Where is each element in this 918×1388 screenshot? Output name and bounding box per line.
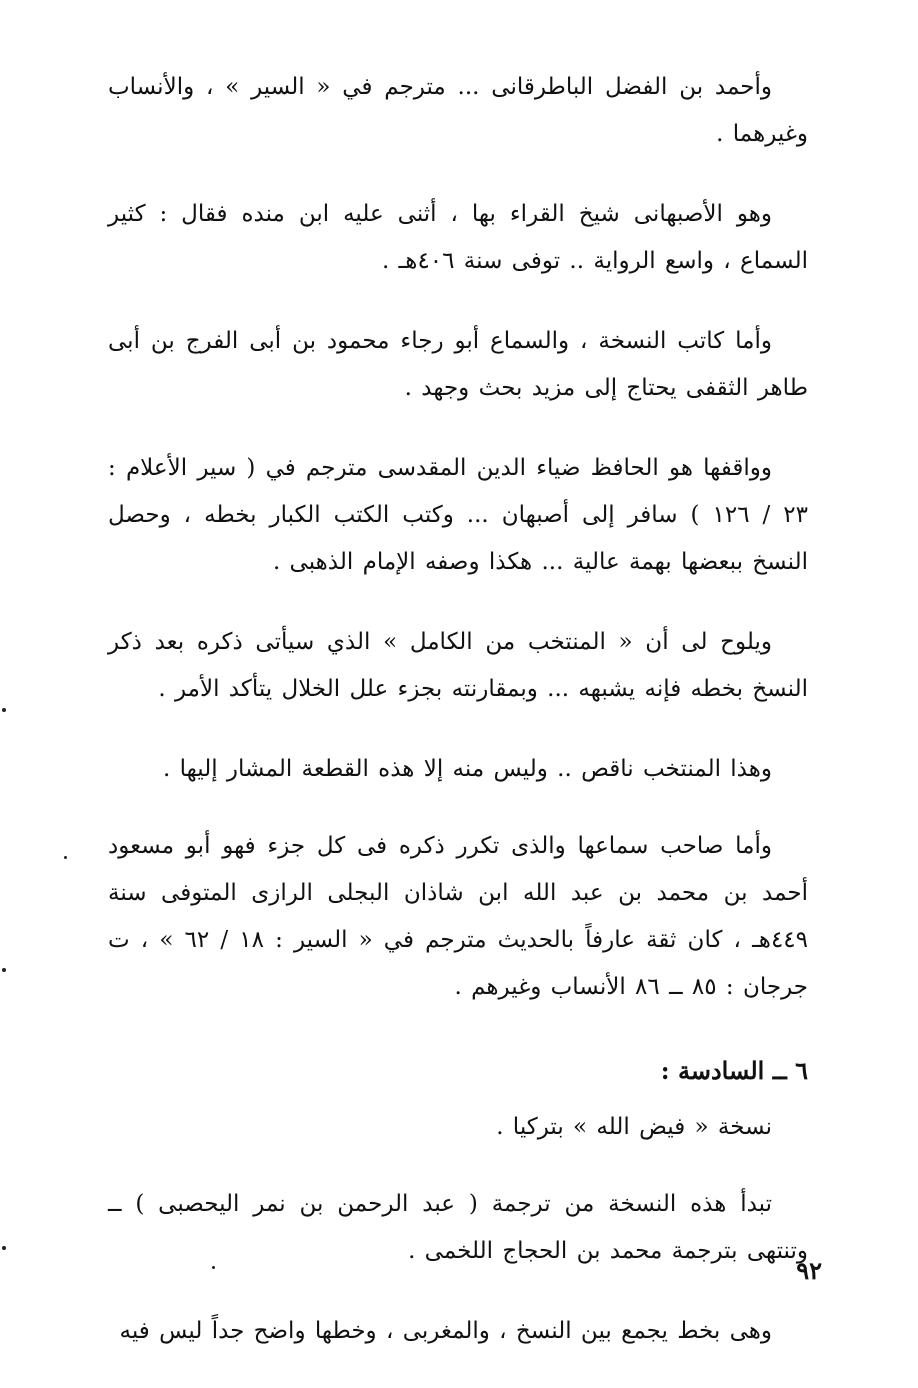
- paragraph-manuscript-location: نسخة « فيض الله » بتركيا .: [496, 1114, 772, 1140]
- paragraph-scribe: وأما كاتب النسخة ، والسماع أبو رجاء محمود بن أبى الفرج بن أبى طاهر الثقفى يحتاج إلى مزيد بحث وجهد .: [108, 328, 808, 401]
- page-number: ٩٢: [796, 1256, 822, 1285]
- section-heading: ٦ ــ السادسة :: [660, 1056, 808, 1085]
- paragraph-batarqani: وأحمد بن الفضل الباطرقانى ... مترجم في « السير » ، والأنساب وغيرهما .: [108, 74, 808, 147]
- paragraph-manuscript-range: تبدأ هذه النسخة من ترجمة ( عبد الرحمن بن نمر اليحصبى ) ــ وتنتهى بترجمة محمد بن الحجاج اللخمى .: [108, 1191, 808, 1264]
- scan-speck: [64, 856, 67, 859]
- paragraph-manuscript-script: وهى بخط يجمع بين النسخ ، والمغربى ، وخطها واضح جداً ليس فيه: [119, 1318, 772, 1344]
- scan-speck: [2, 1246, 6, 1250]
- paragraph-audition-owner: وأما صاحب سماعها والذى تكرر ذكره فى كل جزء فهو أبو مسعود أحمد بن محمد بن عبد الله ابن شاذان البجلى الرازى المتوفى سنة ٤٤٩هـ ، كان ثقة عارفاً بالحديث مترجم في « السير : ١٨ / ٦٢ » ، ت جرجان : ٨٥ ــ ٨٦ الأنساب وغيرهم .: [108, 833, 808, 1000]
- paragraph-endower: وواقفها هو الحافظ ضياء الدين المقدسى مترجم في ( سير الأعلام : ٢٣ / ١٢٦ ) سافر إلى أصبهان ... وكتب الكتب الكبار بخطه ، وحصل النسخ ببعضها بهمة عالية ... هكذا وصفه الإمام الذهبى .: [108, 455, 809, 575]
- page-body: [108, 64, 808, 1388]
- paragraph-muntakhab: ويلوح لى أن « المنتخب من الكامل » الذي سيأتى ذكره بعد ذكر النسخ بخطه فإنه يشبهه ... وبمقارنته بجزء علل الخلال يتأكد الأمر .: [108, 629, 808, 702]
- paragraph-isbahani: وهو الأصبهانى شيخ القراء بها ، أثنى عليه ابن منده فقال : كثير السماع ، واسع الرواية .. توفى سنة ٤٠٦هـ .: [108, 201, 808, 274]
- scan-speck: [212, 1266, 215, 1269]
- paragraph-incomplete: وهذا المنتخب ناقص .. وليس منه إلا هذه القطعة المشار إليها .: [163, 756, 772, 782]
- scan-speck: [2, 968, 6, 972]
- scan-speck: [2, 708, 6, 712]
